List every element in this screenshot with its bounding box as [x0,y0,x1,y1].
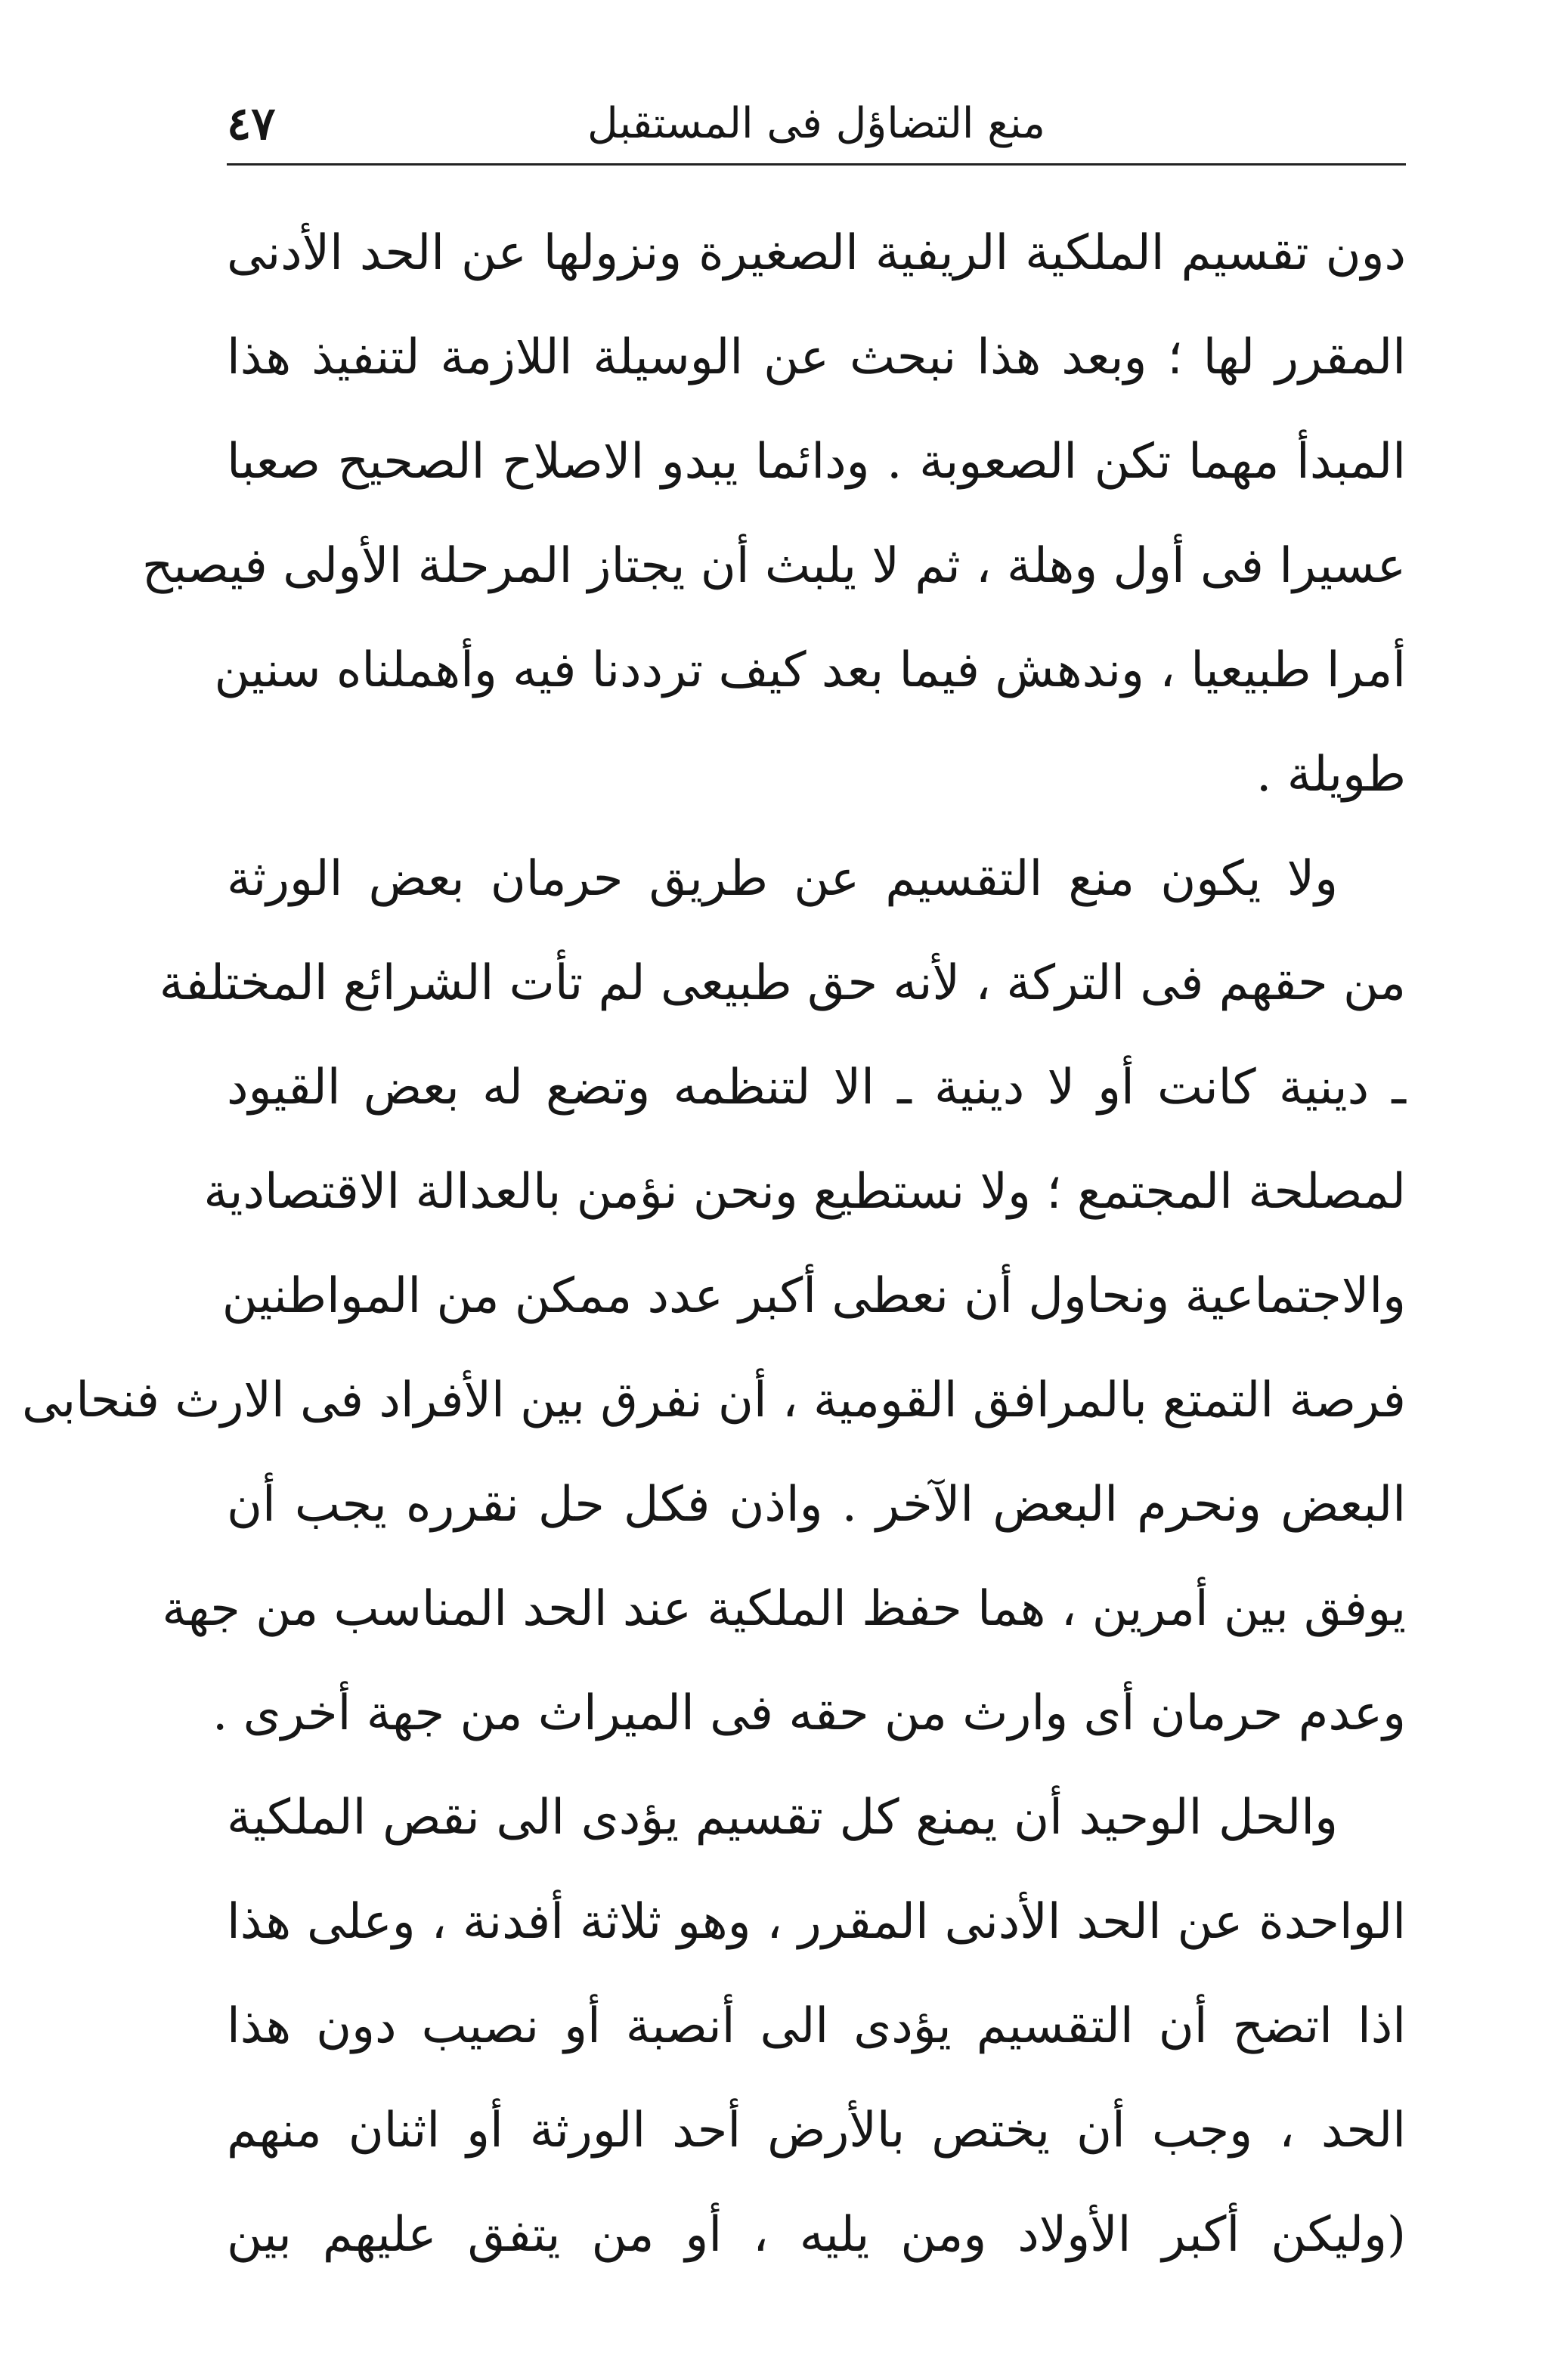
running-title: منع التضاؤل فى المستقبل [587,99,1045,148]
text-line: لمصلحة المجتمع ؛ ولا نستطيع ونحن نؤمن بالعدالة الاقتصادية [203,1164,1406,1220]
text-line: وعدم حرمان أى وارث من حقه فى الميراث من جهة أخرى . [212,1685,1406,1741]
text-line: فرصة التمتع بالمرافق القومية ، أن نفرق بين الأفراد فى الارث فنحابى [22,1373,1406,1428]
paragraph-2 [22,827,1406,1766]
text-line: (وليكن أكبر الأولاد ومن يليه ، أو من يتفق عليهم بين [227,2207,1407,2263]
header-divider [227,163,1406,166]
text-line: والحل الوحيد أن يمنع كل تقسيم يؤدى الى نقص الملكية [227,1790,1338,1846]
text-line: المبدأ مهما تكن الصعوبة . ودائما يبدو الاصلاح الصحيح صعبا [227,434,1407,490]
paragraph-3 [227,1766,1406,2287]
text-line: طويلة . [1256,747,1406,803]
text-line: اذا اتضح أن التقسيم يؤدى الى أنصبة أو نصيب دون هذا [227,1998,1406,2054]
paragraph-1 [141,201,1407,827]
text-line: الحد ، وجب أن يختص بالأرض أحد الورثة أو اثنان منهم [227,2103,1406,2159]
text-line: المقرر لها ؛ وبعد هذا نبحث عن الوسيلة اللازمة لتنفيذ هذا [227,330,1406,385]
text-line: ولا يكون منع التقسيم عن طريق حرمان بعض الورثة [227,851,1338,907]
text-line: ـ دينية كانت أو لا دينية ـ الا لتنظمه وتضع له بعض القيود [227,1060,1406,1116]
text-line: عسيرا فى أول وهلة ، ثم لا يلبث أن يجتاز المرحلة الأولى فيصبح [141,538,1406,594]
text-line: الواحدة عن الحد الأدنى المقرر ، وهو ثلاثة أفدنة ، وعلى هذا [227,1894,1406,1950]
text-line: أمرا طبيعيا ، وندهش فيما بعد كيف ترددنا فيه وأهملناه سنين [214,642,1406,698]
text-line: والاجتماعية ونحاول أن نعطى أكبر عدد ممكن من المواطنين [221,1268,1406,1324]
text-line: من حقهم فى التركة ، لأنه حق طبيعى لم تأت الشرائع المختلفة [159,955,1406,1011]
page-number: ٤٧ [227,97,276,150]
page-header [227,89,1406,159]
text-line: يوفق بين أمرين ، هما حفظ الملكية عند الحد المناسب من جهة [162,1581,1406,1637]
text-line: البعض ونحرم البعض الآخر . واذن فكل حل نقرره يجب أن [227,1477,1406,1533]
text-line: دون تقسيم الملكية الريفية الصغيرة ونزولها عن الحد الأدنى [227,225,1406,281]
body-text [22,201,1407,2287]
